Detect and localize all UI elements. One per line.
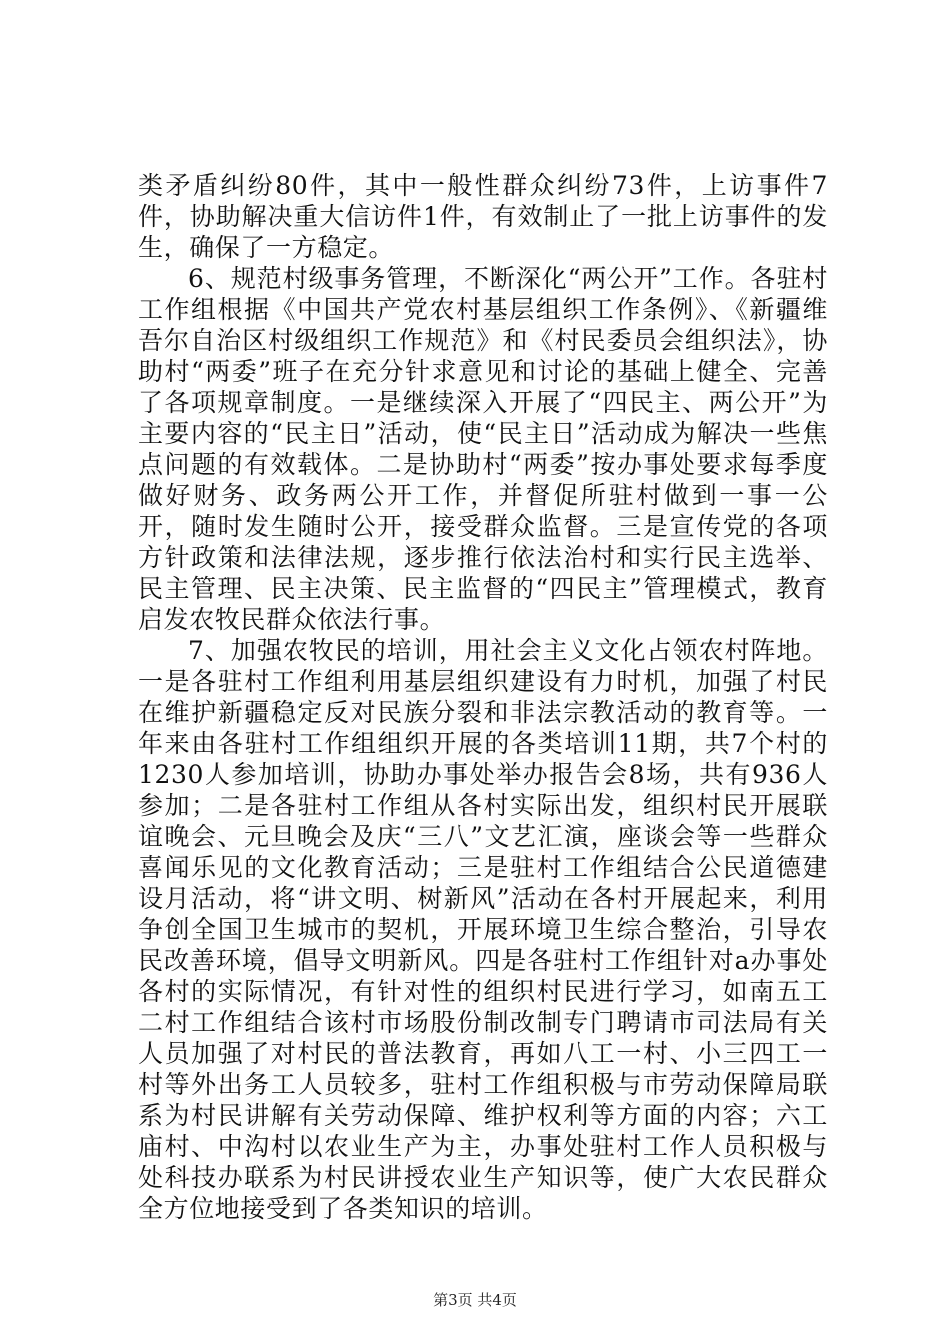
paragraph-continuation: 类矛盾纠纷80件，其中一般性群众纠纷73件，上访事件7件，协助解决重大信访件1件，有效制止了一批上访事件的发生，确保了一方稳定。: [138, 171, 828, 262]
page-footer: 第3页 共4页: [433, 1291, 517, 1309]
paragraph-item-7: 7、加强农牧民的培训，用社会主义文化占领农村阵地。一是各驻村工作组利用基层组织建设有力时机，加强了村民在维护新疆稳定反对民族分裂和非法宗教活动的教育等。一年来由各驻村工作组组织开展的各类培训11期，共7个村的1230人参加培训，协助办事处举办报告会8场，共有936人参加；二是各驻村工作组从各村实际出发，组织村民开展联谊晚会、元旦晚会及庆“三八”文艺汇演，座谈会等一些群众喜闻乐见的文化教育活动；三是驻村工作组结合公民道德建设月活动，将“讲文明、树新风”活动在各村开展起来，利用争创全国卫生城市的契机，开展环境卫生综合整治，引导农民改善环境，倡导文明新风。四是各驻村工作组针对a办事处各村的实际情况，有针对性的组织村民进行学习，如南五工二村工作组结合该村市场股份制改制专门聘请市司法局有关人员加强了对村民的普法教育，再如八工一村、小三四工一村等外出务工人员较多，驻村工作组积极与市劳动保障局联系为村民讲解有关劳动保障、维护权利等方面的内容；六工庙村、中沟村以农业生产为主，办事处驻村工作人员积极与处科技办联系为村民讲授农业生产知识等，使广大农民群众全方位地接受到了各类知识的培训。: [138, 636, 828, 1223]
document-body: [138, 170, 828, 1224]
paragraph-item-6: 6、规范村级事务管理，不断深化“两公开”工作。各驻村工作组根据《中国共产党农村基层组织工作条例》、《新疆维吾尔自治区村级组织工作规范》和《村民委员会组织法》，协助村“两委”班子在充分针求意见和讨论的基础上健全、完善了各项规章制度。一是继续深入开展了“四民主、两公开”为主要内容的“民主日”活动，使“民主日”活动成为解决一些焦点问题的有效载体。二是协助村“两委”按办事处要求每季度做好财务、政务两公开工作，并督促所驻村做到一事一公开，随时发生随时公开，接受群众监督。三是宣传党的各项方针政策和法律法规，逐步推行依法治村和实行民主选举、民主管理、民主决策、民主监督的“四民主”管理模式，教育启发农牧民群众依法行事。: [138, 264, 828, 634]
